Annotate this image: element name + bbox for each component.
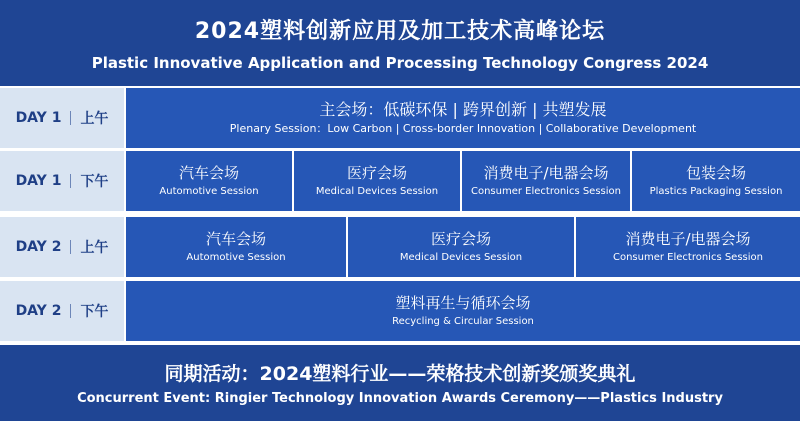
session-title-cn: 塑料再生与循环会场 bbox=[395, 294, 531, 312]
footer-title-en: Concurrent Event: Ringier Technology Innovation Awards Ceremony——Plastics Industry bbox=[77, 391, 723, 406]
session-medical bbox=[348, 217, 574, 277]
day-label bbox=[0, 217, 124, 277]
session-title-en: Plastics Packaging Session bbox=[649, 186, 783, 197]
session-title-cn: 医疗会场 bbox=[430, 230, 491, 248]
session-title-cn: 汽车会场 bbox=[205, 230, 266, 248]
session-automotive bbox=[126, 217, 346, 277]
period-text: 下午 bbox=[80, 174, 109, 190]
session-title-en: Plenary Session：Low Carbon | Cross-border Innovation | Collaborative Development bbox=[229, 122, 697, 135]
day-text: DAY 2 bbox=[15, 239, 62, 255]
session-consumer-electronics bbox=[462, 151, 630, 211]
schedule-row-day1-pm bbox=[0, 151, 800, 211]
day-separator bbox=[70, 240, 71, 254]
day-text: DAY 2 bbox=[15, 303, 62, 319]
session-title-en: Automotive Session bbox=[159, 186, 259, 197]
schedule-row-day2-pm bbox=[0, 281, 800, 341]
day-label bbox=[0, 281, 124, 341]
header-title-cn: 2024塑料创新应用及加工技术高峰论坛 bbox=[194, 19, 606, 44]
session-title-cn: 医疗会场 bbox=[346, 164, 407, 182]
session-title-en: Medical Devices Session bbox=[399, 252, 523, 263]
period-text: 上午 bbox=[80, 111, 109, 127]
period-text: 下午 bbox=[80, 304, 109, 320]
session-title-en: Medical Devices Session bbox=[315, 186, 439, 197]
session-title-en: Automotive Session bbox=[186, 252, 286, 263]
session-packaging bbox=[632, 151, 800, 211]
session-plenary bbox=[126, 88, 800, 148]
day-text: DAY 1 bbox=[15, 110, 62, 126]
day-separator bbox=[70, 111, 71, 125]
session-title-cn: 消费电子/电器会场 bbox=[483, 164, 609, 182]
schedule-row-day1-am bbox=[0, 88, 800, 148]
session-title-en: Consumer Electronics Session bbox=[612, 252, 763, 263]
session-automotive bbox=[126, 151, 292, 211]
schedule-header bbox=[0, 0, 800, 86]
session-title-cn: 消费电子/电器会场 bbox=[625, 230, 751, 248]
header-title-en: Plastic Innovative Application and Processing Technology Congress 2024 bbox=[91, 54, 709, 72]
session-title-cn: 包装会场 bbox=[685, 164, 746, 182]
day-separator bbox=[70, 304, 71, 318]
session-title-en: Recycling & Circular Session bbox=[392, 316, 534, 327]
session-recycling bbox=[126, 281, 800, 341]
day-label bbox=[0, 151, 124, 211]
day-text: DAY 1 bbox=[15, 173, 62, 189]
session-title-cn: 主会场：低碳环保 | 跨界创新 | 共塑发展 bbox=[319, 100, 607, 119]
session-title-en: Consumer Electronics Session bbox=[470, 186, 621, 197]
period-text: 上午 bbox=[80, 240, 109, 256]
day-label bbox=[0, 88, 124, 148]
day-separator bbox=[70, 174, 71, 188]
footer-title-cn: 同期活动：2024塑料行业——荣格技术创新奖颁奖典礼 bbox=[164, 363, 636, 385]
concurrent-event-banner bbox=[0, 345, 800, 421]
session-medical bbox=[294, 151, 460, 211]
schedule-row-day2-am bbox=[0, 217, 800, 277]
session-title-cn: 汽车会场 bbox=[178, 164, 239, 182]
session-consumer-electronics bbox=[576, 217, 800, 277]
